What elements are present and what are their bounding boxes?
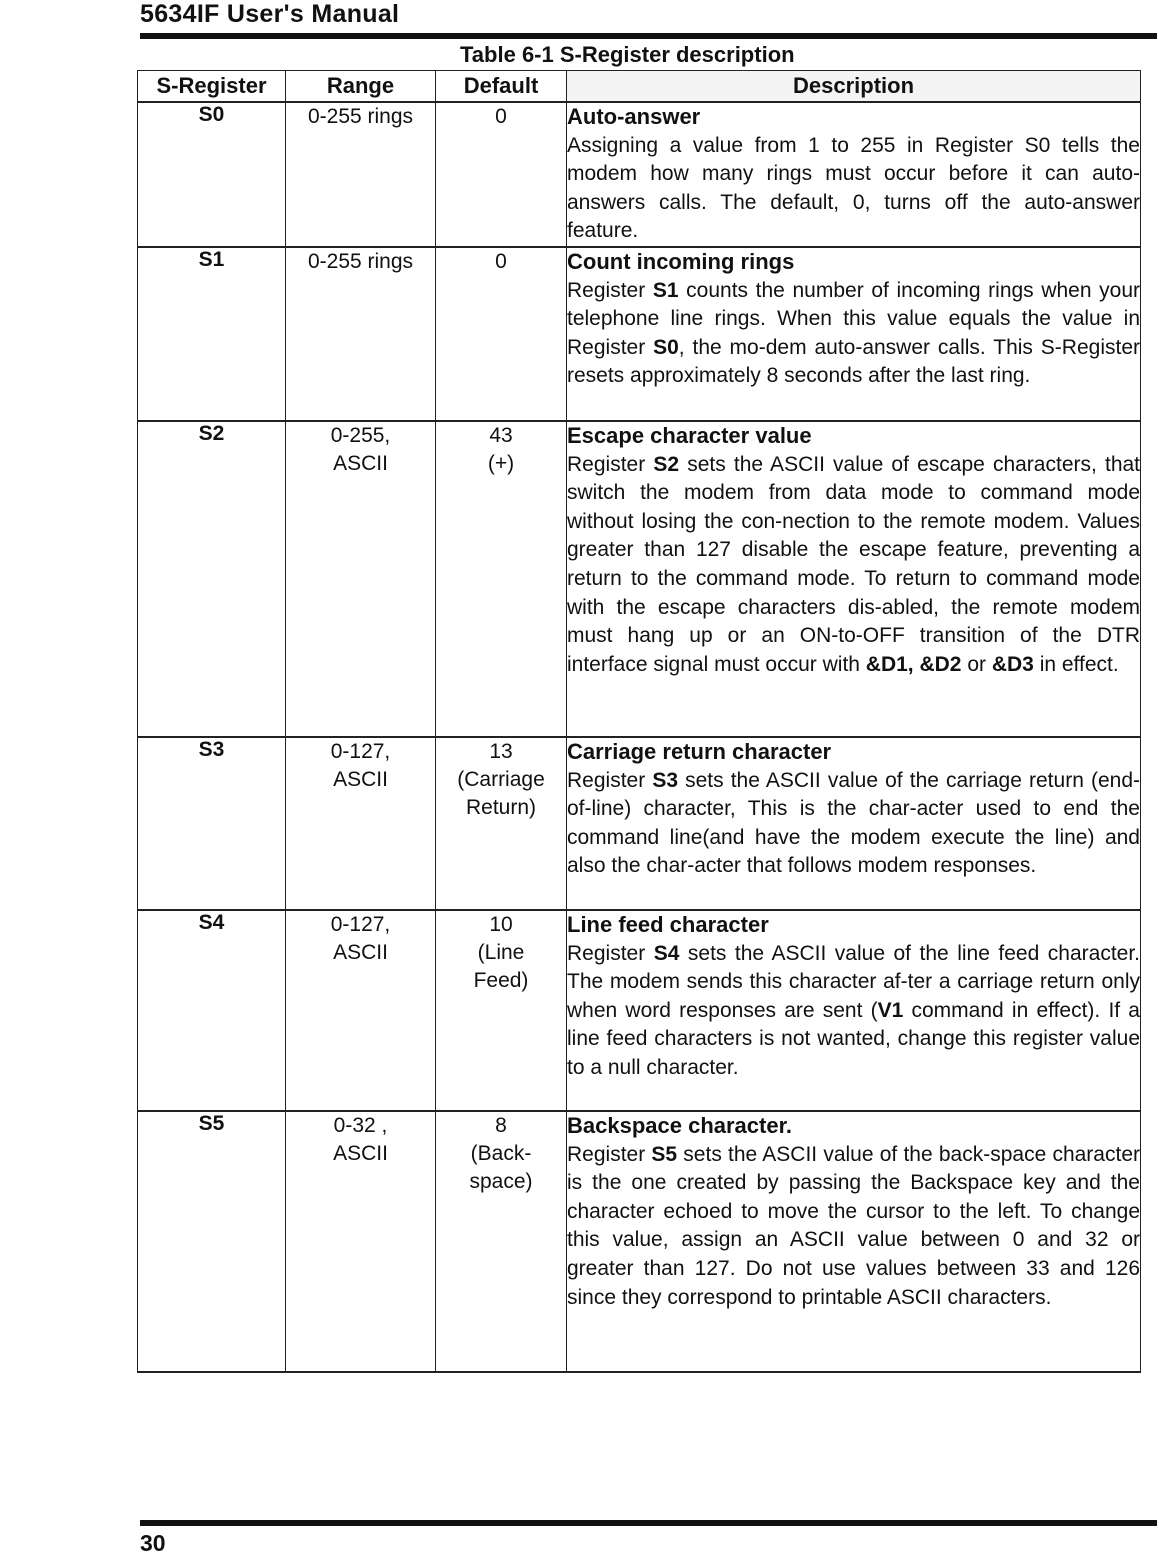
description-text [567, 1141, 1140, 1313]
table-row [138, 247, 1141, 421]
description-cell [567, 247, 1141, 421]
description-segment: Register [567, 452, 654, 476]
description-text [567, 132, 1140, 246]
register-cell: S1 [138, 247, 286, 421]
register-cell: S3 [138, 737, 286, 910]
default-cell [436, 421, 567, 737]
default-line: 13 [489, 739, 513, 763]
footer-rule [140, 1520, 1157, 1526]
register-cell: S2 [138, 421, 286, 737]
description-text [567, 277, 1140, 391]
s-register-table [137, 70, 1141, 1373]
range-cell [286, 421, 436, 737]
description-text [567, 451, 1140, 680]
register-cell: S4 [138, 910, 286, 1111]
description-cell [567, 1111, 1141, 1372]
description-bold-term: S0 [653, 335, 679, 359]
description-title: Backspace character. [567, 1112, 793, 1138]
header-rule [140, 33, 1157, 39]
description-segment: in effect. [1033, 652, 1119, 676]
description-bold-term: S4 [653, 941, 680, 965]
table-header-row [138, 71, 1141, 103]
range-cell [286, 247, 436, 421]
description-bold-term: S2 [653, 452, 680, 476]
range-cell [286, 910, 436, 1111]
table-body [138, 102, 1141, 1372]
default-line: 8 [495, 1113, 507, 1137]
page-number: 30 [140, 1530, 166, 1556]
default-line: (+) [487, 451, 515, 475]
description-segment: sets the ASCII value of the carriage return (end-of-line) character, This is the char-acter used to end the command line(and have the modem execute the line) and also the char-acter that follows modem responses. [567, 768, 1140, 878]
description-cell [567, 102, 1141, 247]
description-title: Line feed character [567, 911, 769, 937]
description-text [567, 767, 1140, 881]
description-bold-term: &D3 [991, 652, 1034, 676]
description-bold-term: V1 [877, 998, 904, 1022]
default-cell [436, 247, 567, 421]
description-bold-term: S3 [652, 768, 678, 792]
description-cell [567, 421, 1141, 737]
range-line: 0-255 rings [307, 105, 414, 128]
description-segment: Assigning a value from 1 to 255 in Register S0 tells the modem how many rings must occur before it can auto-answers calls. The default, 0, turns off the auto-answer feature. [567, 133, 1140, 243]
description-cell [567, 737, 1141, 910]
manual-title: 5634IF User's Manual [140, 0, 400, 28]
default-cell [436, 1111, 567, 1372]
range-line: ASCII [333, 940, 388, 964]
default-line: Return) [465, 795, 537, 819]
description-bold-term: &D1, &D2 [865, 652, 962, 676]
description-segment: sets the ASCII value of escape characters, that switch the modem from data mode to command mode without losing the con-nection to the remote modem. Values greater than 127 disable the escape feature, preventing a return to the command mode. To return to command mode with the escape characters dis-abled, the remote modem must hang up or an ON-to-OFF transition of the DTR interface signal must occur with [567, 452, 1141, 676]
column-header-description: Description [567, 71, 1141, 103]
range-line: ASCII [333, 1141, 388, 1165]
register-cell: S5 [138, 1111, 286, 1372]
description-title: Count incoming rings [567, 248, 795, 274]
default-line: Feed) [473, 968, 529, 992]
description-segment: sets the ASCII value of the back-space character is the one created by passing the Backspace key and the character echoed to move the cursor to the left. To change this value, assign an ASCII value between 0 and 32 or greater than 127. Do not use values between 33 and 126 since they correspond to printable ASCII characters. [567, 1142, 1140, 1309]
description-title: Auto-answer [567, 104, 701, 129]
table-row [138, 102, 1141, 247]
default-cell [436, 737, 567, 910]
default-line: 0 [495, 249, 507, 273]
range-line: ASCII [333, 767, 388, 791]
table-row [138, 910, 1141, 1111]
default-line: 43 [489, 423, 513, 447]
default-line: (Line [477, 940, 525, 964]
table-row [138, 421, 1141, 737]
default-cell [436, 910, 567, 1111]
description-segment: , the mo-dem auto-answer calls. This S-Register resets approximately 8 seconds after the last ring. [567, 335, 1140, 388]
column-header-range: Range [286, 71, 436, 103]
column-header-register: S-Register [138, 71, 286, 103]
range-line: 0-255 rings [307, 249, 414, 273]
range-line: 0-127, [330, 739, 391, 763]
default-cell [436, 102, 567, 247]
register-cell: S0 [138, 102, 286, 247]
range-cell [286, 737, 436, 910]
description-segment: sets the ASCII value of the line feed character. The modem sends this character af-ter a carriage return only when word responses are sent ( [567, 941, 1141, 1022]
description-cell [567, 910, 1141, 1111]
range-line: 0-127, [330, 912, 391, 936]
description-text [567, 940, 1140, 1083]
range-line: 0-255, [330, 423, 391, 447]
description-segment: counts the number of incoming rings when your telephone line rings. When this value equals the value in Register [567, 278, 1141, 359]
default-line: (Back- [470, 1141, 532, 1165]
default-line: (Carriage [457, 767, 545, 791]
description-segment: Register [567, 278, 653, 302]
default-line: 10 [489, 912, 513, 936]
default-line: space) [469, 1169, 533, 1193]
range-cell [286, 1111, 436, 1372]
description-segment: Register [567, 941, 654, 965]
column-header-default: Default [436, 71, 567, 103]
description-title: Carriage return character [567, 738, 832, 764]
table-row [138, 737, 1141, 910]
table-row [138, 1111, 1141, 1372]
default-line: 0 [495, 105, 507, 128]
description-bold-term: S5 [651, 1142, 678, 1166]
range-cell [286, 102, 436, 247]
description-segment: or [961, 652, 992, 676]
description-bold-term: S1 [652, 278, 679, 302]
description-segment: Register [567, 768, 653, 792]
range-line: 0-32 , [333, 1113, 388, 1137]
range-line: ASCII [333, 451, 388, 475]
description-segment: Register [567, 1142, 652, 1166]
description-segment: command in effect). If a line feed characters is not wanted, change this register value to a null character. [567, 998, 1140, 1079]
table-caption: Table 6-1 S-Register description [460, 42, 795, 67]
description-title: Escape character value [567, 422, 812, 448]
